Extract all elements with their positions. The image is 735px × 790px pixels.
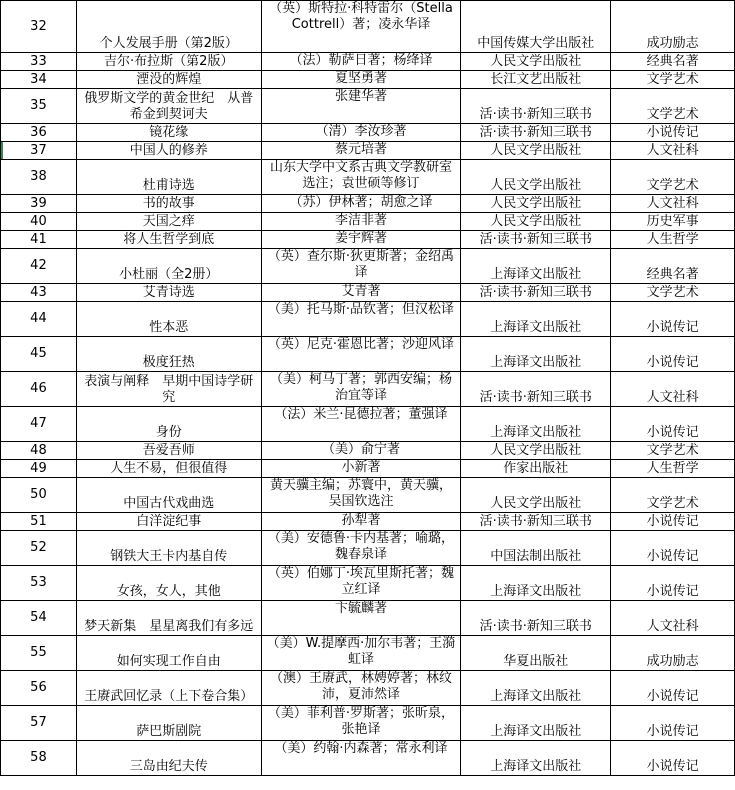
- category-cell[interactable]: 成功励志: [611, 636, 735, 671]
- publisher-cell[interactable]: 活·读书·新知三联书: [461, 601, 611, 636]
- category-cell[interactable]: 人生哲学: [611, 460, 735, 478]
- table-row: [1, 372, 735, 407]
- book-title-cell[interactable]: 女孩，女人，其他: [76, 566, 261, 601]
- row-number-cell[interactable]: 54: [1, 601, 77, 636]
- publisher-cell[interactable]: 作家出版社: [461, 460, 611, 478]
- book-author-cell[interactable]: （澳）王赓武，林娉婷著；林纹沛，夏沛然译: [261, 671, 461, 706]
- table-row: [1, 71, 735, 89]
- row-number-cell[interactable]: 41: [1, 231, 77, 249]
- book-author-cell[interactable]: （英）查尔斯·狄更斯著；金绍禹译: [261, 249, 461, 284]
- book-title-cell[interactable]: 中国古代戏曲选: [76, 478, 261, 513]
- book-title-cell[interactable]: 白洋淀纪事: [76, 513, 261, 531]
- table-row: [1, 442, 735, 460]
- row-number-cell[interactable]: 43: [1, 284, 77, 302]
- table-row: [1, 213, 735, 231]
- book-author-cell[interactable]: （美）菲利普·罗斯著；张昕泉，张艳译: [261, 706, 461, 741]
- book-author-cell[interactable]: （英）尼克·霍恩比著；沙迎风译: [261, 337, 461, 372]
- category-cell[interactable]: 小说传记: [611, 741, 735, 776]
- table-row: [1, 636, 735, 671]
- publisher-cell[interactable]: 活·读书·新知三联书: [461, 231, 611, 249]
- table-row: [1, 337, 735, 372]
- book-author-cell[interactable]: （美）俞宁著: [261, 442, 461, 460]
- book-title-cell[interactable]: 身份: [76, 407, 261, 442]
- book-author-cell[interactable]: 孙犁著: [261, 513, 461, 531]
- book-author-cell[interactable]: 姜宇辉著: [261, 231, 461, 249]
- table-row: [1, 531, 735, 566]
- book-title-cell[interactable]: 俄罗斯文学的黄金世纪 从普希金到契诃夫: [76, 89, 261, 124]
- publisher-cell[interactable]: 上海译文出版社: [461, 566, 611, 601]
- book-title-cell[interactable]: 杜甫诗选: [76, 160, 261, 195]
- book-author-cell[interactable]: 山东大学中文系古典文学教研室选注；袁世硕等修订: [261, 160, 461, 195]
- book-author-cell[interactable]: （美）W.提摩西·加尔韦著；王漪虹译: [261, 636, 461, 671]
- book-author-cell[interactable]: （苏）伊林著；胡愈之译: [261, 195, 461, 213]
- book-title-cell[interactable]: 钢铁大王卡内基自传: [76, 531, 261, 566]
- category-cell[interactable]: 经典名著: [611, 53, 735, 71]
- row-number-cell[interactable]: 32: [1, 1, 77, 53]
- book-author-cell[interactable]: （英）伯娜丁·埃瓦里斯托著；魏立红译: [261, 566, 461, 601]
- book-author-cell[interactable]: 艾青著: [261, 284, 461, 302]
- publisher-cell[interactable]: 人民文学出版社: [461, 53, 611, 71]
- row-number-cell[interactable]: 44: [1, 302, 77, 337]
- book-author-cell[interactable]: （美）托马斯·品钦著；但汉松译: [261, 302, 461, 337]
- book-title-cell[interactable]: 书的故事: [76, 195, 261, 213]
- category-cell[interactable]: 成功励志: [611, 1, 735, 53]
- category-cell[interactable]: 人文社科: [611, 372, 735, 407]
- table-row: [1, 478, 735, 513]
- category-cell[interactable]: 文学艺术: [611, 89, 735, 124]
- row-number-cell[interactable]: 35: [1, 89, 77, 124]
- publisher-cell[interactable]: 人民文学出版社: [461, 478, 611, 513]
- category-cell[interactable]: 文学艺术: [611, 478, 735, 513]
- table-row: [1, 706, 735, 741]
- row-number-cell[interactable]: 33: [1, 53, 77, 71]
- book-title-cell[interactable]: 性本恶: [76, 302, 261, 337]
- book-author-cell[interactable]: （美）约翰·内森著；常永利译: [261, 741, 461, 776]
- row-number-cell[interactable]: 50: [1, 478, 77, 513]
- publisher-cell[interactable]: 中国传媒大学出版社: [461, 1, 611, 53]
- publisher-cell[interactable]: 活·读书·新知三联书: [461, 372, 611, 407]
- publisher-cell[interactable]: 上海译文出版社: [461, 706, 611, 741]
- book-title-cell[interactable]: 小杜丽（全2册）: [76, 249, 261, 284]
- book-title-cell[interactable]: 吾爱吾师: [76, 442, 261, 460]
- table-row: [1, 1, 735, 53]
- row-number-cell[interactable]: 36: [1, 124, 77, 142]
- category-cell[interactable]: 小说传记: [611, 706, 735, 741]
- publisher-cell[interactable]: 活·读书·新知三联书: [461, 284, 611, 302]
- book-title-cell[interactable]: 艾青诗选: [76, 284, 261, 302]
- table-row: [1, 160, 735, 195]
- table-row: [1, 741, 735, 776]
- book-author-cell[interactable]: 蔡元培著: [261, 142, 461, 160]
- row-number-cell[interactable]: 57: [1, 706, 77, 741]
- book-title-cell[interactable]: 表演与阐释 早期中国诗学研究: [76, 372, 261, 407]
- book-author-cell[interactable]: （法）勒萨日著；杨绛译: [261, 53, 461, 71]
- category-cell[interactable]: 人文社科: [611, 195, 735, 213]
- book-author-cell[interactable]: 张建华著: [261, 89, 461, 124]
- publisher-cell[interactable]: 上海译文出版社: [461, 741, 611, 776]
- book-author-cell[interactable]: （清）李汝珍著: [261, 124, 461, 142]
- category-cell[interactable]: 历史军事: [611, 213, 735, 231]
- row-number-cell[interactable]: 58: [1, 741, 77, 776]
- table-row: [1, 231, 735, 249]
- book-title-cell[interactable]: 人生不易，但很值得: [76, 460, 261, 478]
- book-title-cell[interactable]: 萨巴斯剧院: [76, 706, 261, 741]
- row-number-cell[interactable]: 56: [1, 671, 77, 706]
- publisher-cell[interactable]: 人民文学出版社: [461, 442, 611, 460]
- book-title-cell[interactable]: 中国人的修养: [76, 142, 261, 160]
- publisher-cell[interactable]: 上海译文出版社: [461, 302, 611, 337]
- row-number-cell[interactable]: 48: [1, 442, 77, 460]
- table-row: [1, 566, 735, 601]
- book-title-cell[interactable]: 如何实现工作自由: [76, 636, 261, 671]
- category-cell[interactable]: 人生哲学: [611, 231, 735, 249]
- book-title-cell[interactable]: 王赓武回忆录（上下卷合集）: [76, 671, 261, 706]
- table-row: [1, 195, 735, 213]
- category-cell[interactable]: 小说传记: [611, 671, 735, 706]
- publisher-cell[interactable]: 华夏出版社: [461, 636, 611, 671]
- publisher-cell[interactable]: 上海译文出版社: [461, 249, 611, 284]
- category-cell[interactable]: 文学艺术: [611, 442, 735, 460]
- sheet-body: [1, 1, 735, 776]
- book-author-cell[interactable]: （美）柯马丁著；郭西安编；杨治宜等译: [261, 372, 461, 407]
- row-number-cell[interactable]: 40: [1, 213, 77, 231]
- row-number-cell[interactable]: 53: [1, 566, 77, 601]
- row-number-cell[interactable]: 49: [1, 460, 77, 478]
- row-number-cell[interactable]: 37: [1, 142, 77, 160]
- category-cell[interactable]: 小说传记: [611, 407, 735, 442]
- book-title-cell[interactable]: 镜花缘: [76, 124, 261, 142]
- row-number-cell[interactable]: 38: [1, 160, 77, 195]
- table-row: [1, 601, 735, 636]
- category-cell[interactable]: 小说传记: [611, 124, 735, 142]
- row-number-cell[interactable]: 47: [1, 407, 77, 442]
- table-row: [1, 407, 735, 442]
- book-title-cell[interactable]: 吉尔·布拉斯（第2版）: [76, 53, 261, 71]
- row-number-cell[interactable]: 39: [1, 195, 77, 213]
- table-row: [1, 124, 735, 142]
- publisher-cell[interactable]: 活·读书·新知三联书: [461, 513, 611, 531]
- publisher-cell[interactable]: 上海译文出版社: [461, 407, 611, 442]
- table-row: [1, 513, 735, 531]
- table-row: [1, 460, 735, 478]
- row-number-cell[interactable]: 51: [1, 513, 77, 531]
- category-cell[interactable]: 文学艺术: [611, 284, 735, 302]
- publisher-cell[interactable]: 人民文学出版社: [461, 195, 611, 213]
- category-cell[interactable]: 小说传记: [611, 302, 735, 337]
- category-cell[interactable]: 小说传记: [611, 566, 735, 601]
- row-number-cell[interactable]: 52: [1, 531, 77, 566]
- book-author-cell[interactable]: 小新著: [261, 460, 461, 478]
- row-number-cell[interactable]: 46: [1, 372, 77, 407]
- table-row: [1, 302, 735, 337]
- table-row: [1, 142, 735, 160]
- category-cell[interactable]: 文学艺术: [611, 160, 735, 195]
- row-number-cell[interactable]: 55: [1, 636, 77, 671]
- publisher-cell[interactable]: 长江文艺出版社: [461, 71, 611, 89]
- book-author-cell[interactable]: （法）米兰·昆德拉著；董强译: [261, 407, 461, 442]
- category-cell[interactable]: 小说传记: [611, 513, 735, 531]
- book-author-cell[interactable]: 李洁非著: [261, 213, 461, 231]
- publisher-cell[interactable]: 中国法制出版社: [461, 531, 611, 566]
- table-row: [1, 53, 735, 71]
- category-cell[interactable]: 人文社科: [611, 601, 735, 636]
- category-cell[interactable]: 小说传记: [611, 531, 735, 566]
- book-title-cell[interactable]: 梦天新集 星星离我们有多远: [76, 601, 261, 636]
- book-title-cell[interactable]: 将人生哲学到底: [76, 231, 261, 249]
- row-number-cell[interactable]: 45: [1, 337, 77, 372]
- book-author-cell[interactable]: 夏坚勇著: [261, 71, 461, 89]
- publisher-cell[interactable]: 人民文学出版社: [461, 213, 611, 231]
- table-row: [1, 671, 735, 706]
- category-cell[interactable]: 小说传记: [611, 337, 735, 372]
- book-title-cell[interactable]: 三岛由纪夫传: [76, 741, 261, 776]
- book-title-cell[interactable]: 天国之痒: [76, 213, 261, 231]
- publisher-cell[interactable]: 上海译文出版社: [461, 671, 611, 706]
- book-title-cell[interactable]: 个人发展手册（第2版）: [76, 1, 261, 53]
- book-author-cell[interactable]: 黄天骥主编；苏寰中，黄天骥，吴国钦选注: [261, 478, 461, 513]
- book-author-cell[interactable]: （英）斯特拉·科特雷尔（Stella Cottrell）著；凌永华译: [261, 1, 461, 53]
- publisher-cell[interactable]: 活·读书·新知三联书: [461, 124, 611, 142]
- book-author-cell[interactable]: （美）安德鲁·卡内基著；喻璐，魏春泉译: [261, 531, 461, 566]
- book-title-cell[interactable]: 湮没的辉煌: [76, 71, 261, 89]
- publisher-cell[interactable]: 人民文学出版社: [461, 160, 611, 195]
- row-number-cell[interactable]: 34: [1, 71, 77, 89]
- row-number-cell[interactable]: 42: [1, 249, 77, 284]
- category-cell[interactable]: 文学艺术: [611, 71, 735, 89]
- category-cell[interactable]: 人文社科: [611, 142, 735, 160]
- book-title-cell[interactable]: 极度狂热: [76, 337, 261, 372]
- category-cell[interactable]: 经典名著: [611, 249, 735, 284]
- publisher-cell[interactable]: 上海译文出版社: [461, 337, 611, 372]
- table-row: [1, 284, 735, 302]
- table-row: [1, 89, 735, 124]
- publisher-cell[interactable]: 活·读书·新知三联书: [461, 89, 611, 124]
- publisher-cell[interactable]: 人民文学出版社: [461, 142, 611, 160]
- table-row: [1, 249, 735, 284]
- book-author-cell[interactable]: 卞毓麟著: [261, 601, 461, 636]
